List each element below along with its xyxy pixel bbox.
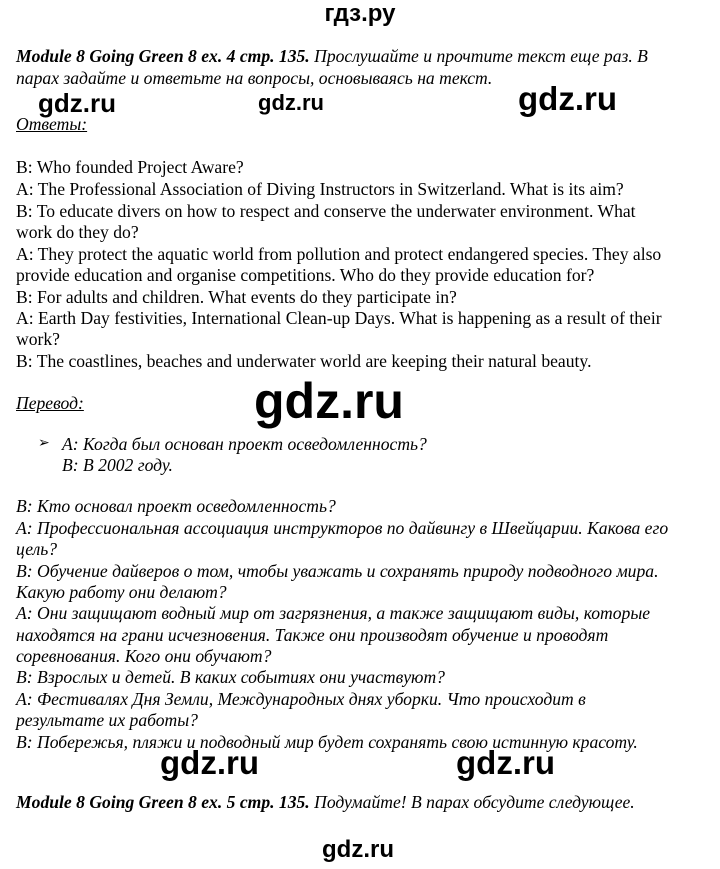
watermark: gdz.ru bbox=[322, 836, 394, 863]
watermark: gdz.ru bbox=[456, 744, 555, 781]
watermark: gdz.ru bbox=[38, 88, 116, 118]
translation-line: B: Кто основал проект осведомленность? bbox=[16, 496, 336, 516]
watermark: gdz.ru bbox=[254, 373, 404, 429]
bullet-line: A: Когда был основан проект осведомленность? bbox=[62, 434, 427, 454]
task-instruction: Подумайте! В парах обсудите следующее. bbox=[309, 792, 635, 812]
task-header bbox=[16, 46, 648, 67]
dialogue-line: A: Earth Day festivities, International Clean-up Days. What is happening as a result of their bbox=[16, 308, 662, 328]
translation-line: B: Побережья, пляжи и подводный мир будет сохранять свою истинную красоту. bbox=[16, 732, 638, 752]
dialogue-line: A: The Professional Association of Diving Instructors in Switzerland. What is its aim? bbox=[16, 179, 624, 199]
site-header: гдз.ру bbox=[324, 0, 396, 27]
dialogue-line: work do they do? bbox=[16, 222, 139, 242]
translation-line: B: Взрослых и детей. В каких событиях они участвуют? bbox=[16, 667, 445, 687]
dialogue-line: provide education and organise competitions. Who do they provide education for? bbox=[16, 265, 595, 285]
translation-heading: Перевод: bbox=[16, 393, 84, 413]
translation-line: цель? bbox=[16, 539, 58, 559]
translation-line: A: Профессиональная ассоциация инструкторов по дайвингу в Швейцарии. Какова его bbox=[16, 518, 669, 538]
dialogue-line: B: The coastlines, beaches and underwater world are keeping their natural beauty. bbox=[16, 351, 592, 371]
watermark: gdz.ru bbox=[518, 80, 617, 117]
bullet-arrow-icon: ➢ bbox=[38, 436, 50, 451]
dialogue-line: B: To educate divers on how to respect and conserve the underwater environment. What bbox=[16, 201, 636, 221]
task-header bbox=[16, 792, 635, 813]
dialogue-line: A: They protect the aquatic world from pollution and protect endangered species. They also bbox=[16, 244, 662, 264]
translation-line: результате их работы? bbox=[16, 710, 198, 730]
translation-line: Какую работу они делают? bbox=[16, 582, 227, 602]
dialogue-line: B: For adults and children. What events do they participate in? bbox=[16, 287, 457, 307]
task-label: Module 8 Going Green 8 ex. 5 стр. 135. bbox=[16, 792, 310, 812]
answers-heading: Ответы: bbox=[16, 114, 88, 134]
watermark: gdz.ru bbox=[258, 90, 324, 115]
translation-line: соревнования. Кого они обучают? bbox=[16, 646, 272, 666]
task-label: Module 8 Going Green 8 ex. 4 стр. 135. bbox=[16, 46, 310, 66]
dialogue-line: work? bbox=[16, 329, 60, 349]
task-instruction: Прослушайте и прочтите текст еще раз. В bbox=[309, 46, 648, 66]
translation-line: A: Они защищают водный мир от загрязнения, а также защищают виды, которые bbox=[16, 603, 651, 623]
bullet-line: B: В 2002 году. bbox=[62, 455, 173, 475]
watermark: gdz.ru bbox=[160, 744, 259, 781]
translation-line: находятся на грани исчезновения. Также они производят обучение и проводят bbox=[16, 625, 609, 645]
task-instruction-cont: парах задайте и ответьте на вопросы, основываясь на текст. bbox=[16, 68, 493, 88]
dialogue-line: B: Who founded Project Aware? bbox=[16, 157, 244, 177]
translation-line: B: Обучение дайверов о том, чтобы уважать и сохранять природу подводного мира. bbox=[16, 561, 659, 581]
translation-line: A: Фестивалях Дня Земли, Международных днях уборки. Что происходит в bbox=[16, 689, 586, 709]
